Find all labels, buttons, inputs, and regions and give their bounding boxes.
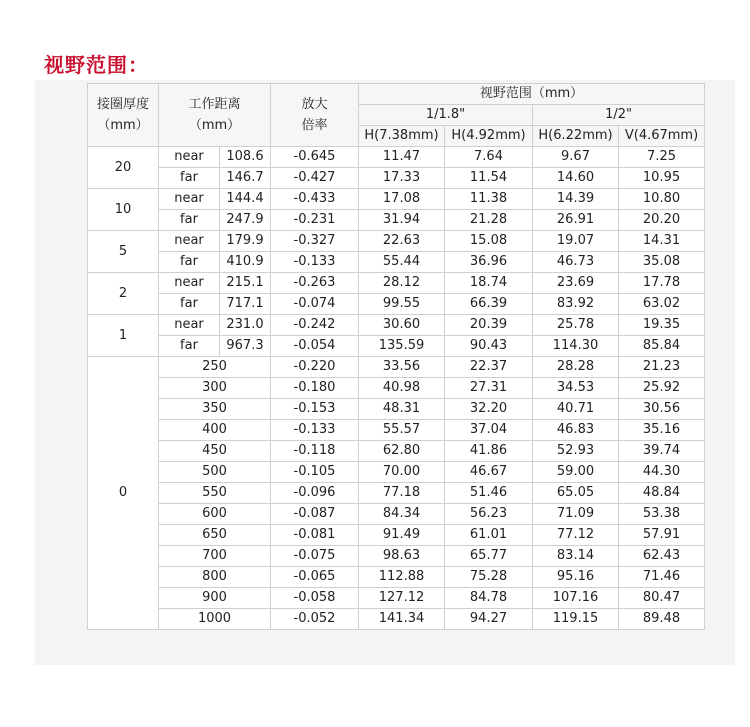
fov-s2-h-cell: 28.28 <box>533 357 619 378</box>
magnification-cell: -0.263 <box>271 273 359 294</box>
magnification-cell: -0.153 <box>271 399 359 420</box>
table-row <box>88 231 705 252</box>
fov-s2-v-cell: 35.08 <box>619 252 705 273</box>
magnification-cell: -0.180 <box>271 378 359 399</box>
fov-s2-h-cell: 119.15 <box>533 609 619 630</box>
magnification-cell: -0.645 <box>271 147 359 168</box>
magnification-cell: -0.052 <box>271 609 359 630</box>
fov-s2-v-cell: 10.80 <box>619 189 705 210</box>
near-far-label: near <box>159 147 220 168</box>
header-working-distance-text: 工作距离 （mm） <box>188 97 241 133</box>
fov-s1-h-cell: 98.63 <box>359 546 445 567</box>
page-title: 视野范围： <box>44 53 149 77</box>
fov-s2-v-cell: 7.25 <box>619 147 705 168</box>
fov-s2-v-cell: 25.92 <box>619 378 705 399</box>
fov-s1-v-cell: 90.43 <box>445 336 533 357</box>
fov-s2-h-cell: 77.12 <box>533 525 619 546</box>
header-working-distance <box>159 84 271 147</box>
working-distance-cell: 1000 <box>159 609 271 630</box>
thickness-cell: 5 <box>88 231 159 273</box>
fov-s2-v-cell: 89.48 <box>619 609 705 630</box>
working-distance-cell: 108.6 <box>220 147 271 168</box>
working-distance-cell: 800 <box>159 567 271 588</box>
working-distance-cell: 400 <box>159 420 271 441</box>
fov-s1-h-cell: 62.80 <box>359 441 445 462</box>
fov-s2-h-cell: 9.67 <box>533 147 619 168</box>
fov-s1-h-cell: 17.33 <box>359 168 445 189</box>
fov-s1-v-cell: 22.37 <box>445 357 533 378</box>
header-s1-v: H(4.92mm) <box>445 126 533 147</box>
table-row <box>88 462 705 483</box>
fov-s1-h-cell: 135.59 <box>359 336 445 357</box>
fov-s2-v-cell: 21.23 <box>619 357 705 378</box>
fov-s1-h-cell: 91.49 <box>359 525 445 546</box>
field-of-view-table <box>87 83 705 630</box>
fov-s1-h-cell: 17.08 <box>359 189 445 210</box>
fov-s1-v-cell: 32.20 <box>445 399 533 420</box>
fov-s2-h-cell: 23.69 <box>533 273 619 294</box>
table-body <box>88 147 705 630</box>
table-row <box>88 252 705 273</box>
header-sensor-1-2: 1/2" <box>533 105 705 126</box>
magnification-cell: -0.242 <box>271 315 359 336</box>
fov-s2-h-cell: 95.16 <box>533 567 619 588</box>
header-magnification-text: 放大 倍率 <box>301 97 328 133</box>
near-far-label: near <box>159 315 220 336</box>
table-row <box>88 378 705 399</box>
table-row <box>88 588 705 609</box>
magnification-cell: -0.081 <box>271 525 359 546</box>
fov-s2-h-cell: 14.60 <box>533 168 619 189</box>
fov-s2-h-cell: 107.16 <box>533 588 619 609</box>
table-row <box>88 441 705 462</box>
fov-s1-h-cell: 77.18 <box>359 483 445 504</box>
fov-s1-v-cell: 27.31 <box>445 378 533 399</box>
working-distance-cell: 247.9 <box>220 210 271 231</box>
fov-s1-h-cell: 112.88 <box>359 567 445 588</box>
fov-s2-v-cell: 71.46 <box>619 567 705 588</box>
header-s1-h: H(7.38mm) <box>359 126 445 147</box>
header-thickness-text: 接圈厚度 （mm） <box>96 97 149 133</box>
fov-s1-h-cell: 99.55 <box>359 294 445 315</box>
fov-s2-h-cell: 52.93 <box>533 441 619 462</box>
header-fov: 视野范围（mm） <box>359 84 705 105</box>
fov-s1-h-cell: 70.00 <box>359 462 445 483</box>
table-row <box>88 546 705 567</box>
fov-s2-h-cell: 26.91 <box>533 210 619 231</box>
fov-s2-h-cell: 14.39 <box>533 189 619 210</box>
magnification-cell: -0.231 <box>271 210 359 231</box>
working-distance-cell: 250 <box>159 357 271 378</box>
magnification-cell: -0.054 <box>271 336 359 357</box>
fov-s2-v-cell: 48.84 <box>619 483 705 504</box>
fov-s1-v-cell: 37.04 <box>445 420 533 441</box>
magnification-cell: -0.327 <box>271 231 359 252</box>
fov-s1-h-cell: 40.98 <box>359 378 445 399</box>
magnification-cell: -0.058 <box>271 588 359 609</box>
fov-s2-v-cell: 57.91 <box>619 525 705 546</box>
table-row <box>88 399 705 420</box>
table-row <box>88 483 705 504</box>
fov-s2-h-cell: 40.71 <box>533 399 619 420</box>
fov-s2-v-cell: 17.78 <box>619 273 705 294</box>
working-distance-cell: 650 <box>159 525 271 546</box>
fov-s1-h-cell: 127.12 <box>359 588 445 609</box>
near-far-label: near <box>159 189 220 210</box>
header-thickness <box>88 84 159 147</box>
fov-s2-h-cell: 46.83 <box>533 420 619 441</box>
fov-s2-h-cell: 25.78 <box>533 315 619 336</box>
fov-s2-h-cell: 34.53 <box>533 378 619 399</box>
header-sensor-1-1.8: 1/1.8" <box>359 105 533 126</box>
working-distance-cell: 215.1 <box>220 273 271 294</box>
fov-s2-v-cell: 19.35 <box>619 315 705 336</box>
thickness-cell: 0 <box>88 357 159 630</box>
table-row <box>88 525 705 546</box>
fov-s1-h-cell: 55.57 <box>359 420 445 441</box>
working-distance-cell: 550 <box>159 483 271 504</box>
near-far-label: near <box>159 273 220 294</box>
fov-s1-h-cell: 31.94 <box>359 210 445 231</box>
table-row <box>88 210 705 231</box>
working-distance-cell: 700 <box>159 546 271 567</box>
table-row <box>88 168 705 189</box>
working-distance-cell: 450 <box>159 441 271 462</box>
fov-s2-v-cell: 20.20 <box>619 210 705 231</box>
fov-s2-v-cell: 35.16 <box>619 420 705 441</box>
magnification-cell: -0.220 <box>271 357 359 378</box>
fov-s2-v-cell: 30.56 <box>619 399 705 420</box>
header-magnification <box>271 84 359 147</box>
thickness-cell: 1 <box>88 315 159 357</box>
magnification-cell: -0.074 <box>271 294 359 315</box>
magnification-cell: -0.075 <box>271 546 359 567</box>
table-row <box>88 189 705 210</box>
fov-s1-h-cell: 22.63 <box>359 231 445 252</box>
fov-s1-h-cell: 55.44 <box>359 252 445 273</box>
table-row <box>88 609 705 630</box>
thickness-cell: 2 <box>88 273 159 315</box>
working-distance-cell: 350 <box>159 399 271 420</box>
fov-s1-v-cell: 11.54 <box>445 168 533 189</box>
fov-s1-h-cell: 28.12 <box>359 273 445 294</box>
magnification-cell: -0.427 <box>271 168 359 189</box>
fov-s2-h-cell: 59.00 <box>533 462 619 483</box>
fov-s1-v-cell: 66.39 <box>445 294 533 315</box>
fov-s1-v-cell: 56.23 <box>445 504 533 525</box>
fov-s1-h-cell: 84.34 <box>359 504 445 525</box>
fov-s2-h-cell: 83.14 <box>533 546 619 567</box>
table-row <box>88 315 705 336</box>
working-distance-cell: 231.0 <box>220 315 271 336</box>
fov-s1-v-cell: 84.78 <box>445 588 533 609</box>
fov-s2-h-cell: 114.30 <box>533 336 619 357</box>
header-s2-h: H(6.22mm) <box>533 126 619 147</box>
table-row <box>88 294 705 315</box>
table-row <box>88 504 705 525</box>
near-far-label: near <box>159 231 220 252</box>
fov-s2-v-cell: 80.47 <box>619 588 705 609</box>
near-far-label: far <box>159 294 220 315</box>
fov-s1-v-cell: 94.27 <box>445 609 533 630</box>
near-far-label: far <box>159 210 220 231</box>
table-row <box>88 147 705 168</box>
magnification-cell: -0.118 <box>271 441 359 462</box>
fov-s2-h-cell: 19.07 <box>533 231 619 252</box>
thickness-cell: 20 <box>88 147 159 189</box>
working-distance-cell: 410.9 <box>220 252 271 273</box>
fov-s1-v-cell: 41.86 <box>445 441 533 462</box>
working-distance-cell: 717.1 <box>220 294 271 315</box>
fov-s1-v-cell: 11.38 <box>445 189 533 210</box>
magnification-cell: -0.096 <box>271 483 359 504</box>
magnification-cell: -0.065 <box>271 567 359 588</box>
fov-s1-v-cell: 36.96 <box>445 252 533 273</box>
fov-s1-v-cell: 18.74 <box>445 273 533 294</box>
working-distance-cell: 500 <box>159 462 271 483</box>
header-s2-v: V(4.67mm) <box>619 126 705 147</box>
fov-s2-h-cell: 71.09 <box>533 504 619 525</box>
magnification-cell: -0.087 <box>271 504 359 525</box>
fov-s2-v-cell: 39.74 <box>619 441 705 462</box>
fov-s1-v-cell: 61.01 <box>445 525 533 546</box>
fov-s1-h-cell: 48.31 <box>359 399 445 420</box>
fov-s2-h-cell: 83.92 <box>533 294 619 315</box>
fov-s1-h-cell: 141.34 <box>359 609 445 630</box>
fov-s2-v-cell: 63.02 <box>619 294 705 315</box>
fov-s2-h-cell: 46.73 <box>533 252 619 273</box>
fov-s1-h-cell: 11.47 <box>359 147 445 168</box>
working-distance-cell: 179.9 <box>220 231 271 252</box>
magnification-cell: -0.433 <box>271 189 359 210</box>
fov-s1-v-cell: 51.46 <box>445 483 533 504</box>
fov-s2-h-cell: 65.05 <box>533 483 619 504</box>
fov-s1-v-cell: 15.08 <box>445 231 533 252</box>
fov-s1-v-cell: 65.77 <box>445 546 533 567</box>
table-row <box>88 567 705 588</box>
near-far-label: far <box>159 252 220 273</box>
table-row <box>88 336 705 357</box>
fov-s2-v-cell: 53.38 <box>619 504 705 525</box>
working-distance-cell: 146.7 <box>220 168 271 189</box>
working-distance-cell: 144.4 <box>220 189 271 210</box>
magnification-cell: -0.133 <box>271 420 359 441</box>
thickness-cell: 10 <box>88 189 159 231</box>
working-distance-cell: 900 <box>159 588 271 609</box>
fov-s1-v-cell: 75.28 <box>445 567 533 588</box>
working-distance-cell: 300 <box>159 378 271 399</box>
working-distance-cell: 600 <box>159 504 271 525</box>
fov-s1-v-cell: 46.67 <box>445 462 533 483</box>
working-distance-cell: 967.3 <box>220 336 271 357</box>
table-row <box>88 357 705 378</box>
fov-s1-h-cell: 33.56 <box>359 357 445 378</box>
fov-s1-v-cell: 20.39 <box>445 315 533 336</box>
fov-s1-h-cell: 30.60 <box>359 315 445 336</box>
fov-s2-v-cell: 14.31 <box>619 231 705 252</box>
near-far-label: far <box>159 336 220 357</box>
fov-s1-v-cell: 21.28 <box>445 210 533 231</box>
fov-s2-v-cell: 44.30 <box>619 462 705 483</box>
fov-s2-v-cell: 10.95 <box>619 168 705 189</box>
table-row <box>88 420 705 441</box>
fov-s2-v-cell: 62.43 <box>619 546 705 567</box>
table-row <box>88 273 705 294</box>
fov-s2-v-cell: 85.84 <box>619 336 705 357</box>
near-far-label: far <box>159 168 220 189</box>
fov-s1-v-cell: 7.64 <box>445 147 533 168</box>
magnification-cell: -0.133 <box>271 252 359 273</box>
magnification-cell: -0.105 <box>271 462 359 483</box>
